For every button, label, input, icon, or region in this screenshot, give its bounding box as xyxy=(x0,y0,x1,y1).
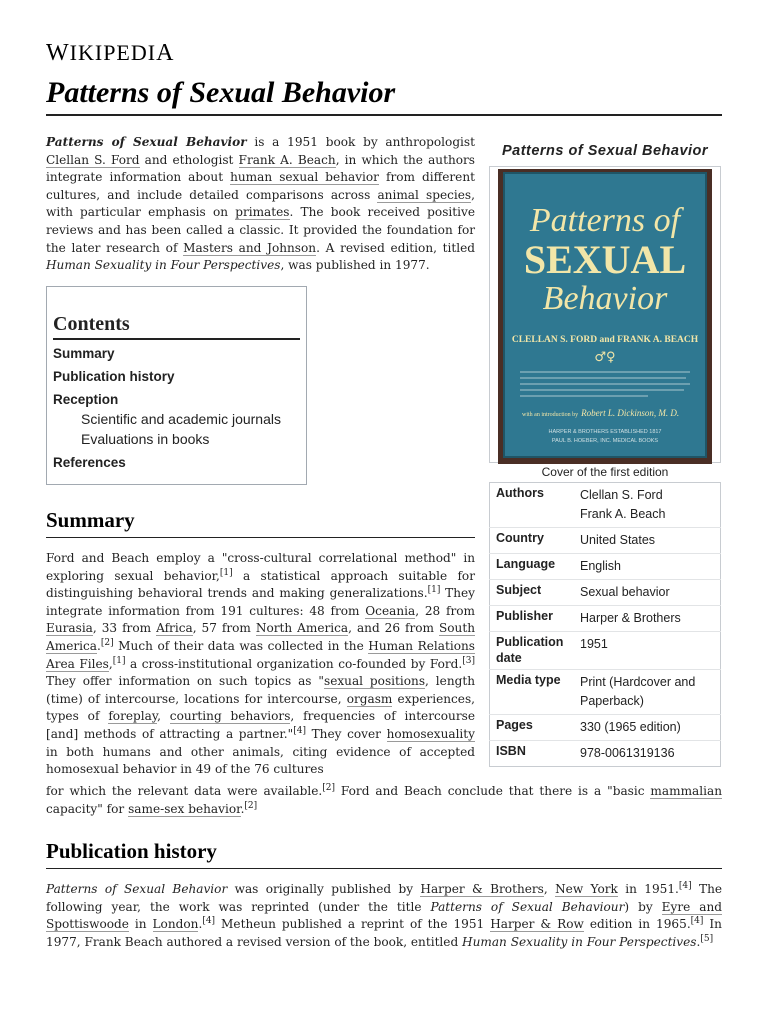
citation[interactable]: [1] xyxy=(112,655,126,666)
wikipedia-logo[interactable]: WIKIPEDIA xyxy=(46,40,175,66)
citation[interactable]: [1] xyxy=(219,567,233,578)
link-primates[interactable]: primates xyxy=(235,205,290,220)
toc-item-summary[interactable]: Summary xyxy=(53,346,115,361)
infobox-row: ISBN 978-0061319136 xyxy=(490,741,721,767)
cover-publisher: HARPER & BROTHERS ESTABLISHED 1817 xyxy=(548,429,662,435)
citation[interactable]: [2] xyxy=(322,782,336,793)
infobox-row: Media type Print (Hardcover and Paperback) xyxy=(490,670,721,715)
link-north-america[interactable]: North America xyxy=(255,621,349,636)
link-animal-species[interactable]: animal species xyxy=(377,187,472,202)
book-cover-image[interactable] xyxy=(498,169,712,464)
link-new-york[interactable]: New York xyxy=(555,882,618,896)
citation[interactable]: [2] xyxy=(100,637,114,648)
link-homosexuality[interactable]: homosexuality xyxy=(386,726,475,741)
link-foreplay[interactable]: foreplay xyxy=(108,709,158,724)
infobox-table xyxy=(489,482,721,767)
toc-item-publication-history[interactable]: Publication history xyxy=(53,369,175,384)
link-eyre-and-spottiswoode[interactable]: Eyre and Spottiswoode xyxy=(46,899,722,932)
infobox-row: Publication date 1951 xyxy=(490,632,721,670)
toc-item-reception[interactable]: Reception xyxy=(53,392,119,407)
link-clellan-ford[interactable]: Clellan S. Ford xyxy=(46,152,140,167)
infobox-row: Pages 330 (1965 edition) xyxy=(490,715,721,741)
link-courting-behaviors[interactable]: courting behaviors xyxy=(169,709,291,724)
link-sexual-positions[interactable]: sexual positions xyxy=(323,674,426,689)
summary-paragraph: Ford and Beach employ a "cross-cultural correlational method" in exploring sexual behavior,[1] a statistical approach suitable for distinguishing behavioral trends and making generalizations.[1] They integrate information from 191 cultures: 48 from Oceania, 28 from Eurasia, 33 from Africa, 57 from North America, and 26 from South America.[2] Much of their data was collected in the Human Relations Area Files,[1] a cross-institutional organization co-founded by Ford.[3] They offer information on such topics as "sexual positions, length (time) of intercourse, locations for intercourse, orgasm experiences, types of foreplay, courting behaviors, frequencies of intercourse [and] methods of attracting a partner."[4] They cover homosexuality in both humans and other animals, citing evidence of accepted homosexual behavior in 49 of the 76 cultures xyxy=(46,551,476,777)
link-africa[interactable]: Africa xyxy=(156,621,193,636)
publication-paragraph: Patterns of Sexual Behavior was originally published by Harper & Brothers, New York in 1951.[4] The following year, the work was reprinted (under the title Patterns of Sexual Behaviour) by Eyre and Spottiswoode in London.[4] Metheun published a reprint of the 1951 Harper & Row edition in 1965.[4] In 1977, Frank Beach authored a revised version of the book, entitled Human Sexuality in Four Perspectives.[5] xyxy=(46,880,723,949)
cover-symbols-icon: ♂♀ xyxy=(594,350,616,365)
cover-authors: CLELLAN S. FORD and FRANK A. BEACH xyxy=(511,335,699,345)
link-harper-brothers[interactable]: Harper & Brothers xyxy=(420,882,544,896)
section-heading-publication-history: Publication history xyxy=(46,839,722,869)
toc-title: Contents xyxy=(53,313,300,340)
cover-medical: PAUL B. HOEBER, INC. MEDICAL BOOKS xyxy=(551,438,659,444)
infobox-row: Authors Clellan S. Ford Frank A. Beach xyxy=(496,486,666,521)
citation[interactable]: [4] xyxy=(293,725,306,736)
toc-item-references[interactable]: References xyxy=(53,455,126,470)
section-heading-summary: Summary xyxy=(46,508,475,538)
infobox-row: Publisher Harper & Brothers xyxy=(490,606,721,632)
infobox xyxy=(489,142,721,767)
link-mammalian[interactable]: mammalian xyxy=(650,784,722,798)
table-of-contents xyxy=(46,286,307,485)
link-orgasm[interactable]: orgasm xyxy=(346,691,393,706)
citation[interactable]: [5] xyxy=(700,933,714,944)
summary-paragraph-continued: for which the relevant data were available.[2] Ford and Beach conclude that there is a "basic mammalian capacity" for same-sex behavior.[2] xyxy=(46,782,722,816)
link-london[interactable]: London xyxy=(152,917,199,932)
link-human-relations-area-files[interactable]: Human Relations Area Files xyxy=(46,638,475,671)
link-frank-beach[interactable]: Frank A. Beach xyxy=(238,152,336,167)
link-oceania[interactable]: Oceania xyxy=(365,603,416,618)
citation[interactable]: [3] xyxy=(462,655,476,666)
infobox-caption: Cover of the first edition xyxy=(541,465,669,479)
citation[interactable]: [1] xyxy=(427,585,441,596)
link-masters-and-johnson[interactable]: Masters and Johnson xyxy=(183,240,317,255)
link-same-sex-behavior[interactable]: same-sex behavior xyxy=(128,801,241,816)
link-eurasia[interactable]: Eurasia xyxy=(46,621,93,636)
page-title: Patterns of Sexual Behavior xyxy=(46,76,722,116)
lead-paragraph: Patterns of Sexual Behavior is a 1951 book by anthropologist Clellan S. Ford and ethologist Frank A. Beach, in which the authors integrate information about human sexual behavior from different cultures, and include detailed comparisons across animal species, with particular emphasis on primates. The book received positive reviews and has been called a classic. It provided the foundation for the later research of Masters and Johnson. A revised edition, titled Human Sexuality in Four Perspectives, was published in 1977. xyxy=(46,135,476,273)
citation[interactable]: [4] xyxy=(690,916,704,927)
infobox-row: Subject Sexual behavior xyxy=(490,580,721,606)
link-harper-row[interactable]: Harper & Row xyxy=(490,917,584,932)
citation[interactable]: [4] xyxy=(678,880,692,891)
citation[interactable]: [4] xyxy=(202,916,216,927)
cover-title-line3: Behavior xyxy=(542,280,668,317)
toc-item-scientific-journals[interactable]: Scientific and academic journals xyxy=(81,411,281,427)
cover-title-line2: SEXUAL xyxy=(523,237,687,282)
infobox-image-frame xyxy=(489,166,721,463)
link-human-sexual-behavior[interactable]: human sexual behavior xyxy=(230,170,379,185)
cover-title-line1: Patterns of xyxy=(529,202,681,239)
infobox-title: Patterns of Sexual Behavior xyxy=(501,143,709,159)
infobox-row: Language English xyxy=(490,554,721,580)
citation[interactable]: [2] xyxy=(244,800,258,811)
infobox-row: Country United States xyxy=(490,528,721,554)
cover-intro: with an introduction by Robert L. Dickinson, M. D. xyxy=(522,408,680,418)
link-south-america[interactable]: South America xyxy=(46,621,475,653)
toc-item-evaluations-in-books[interactable]: Evaluations in books xyxy=(81,431,210,447)
